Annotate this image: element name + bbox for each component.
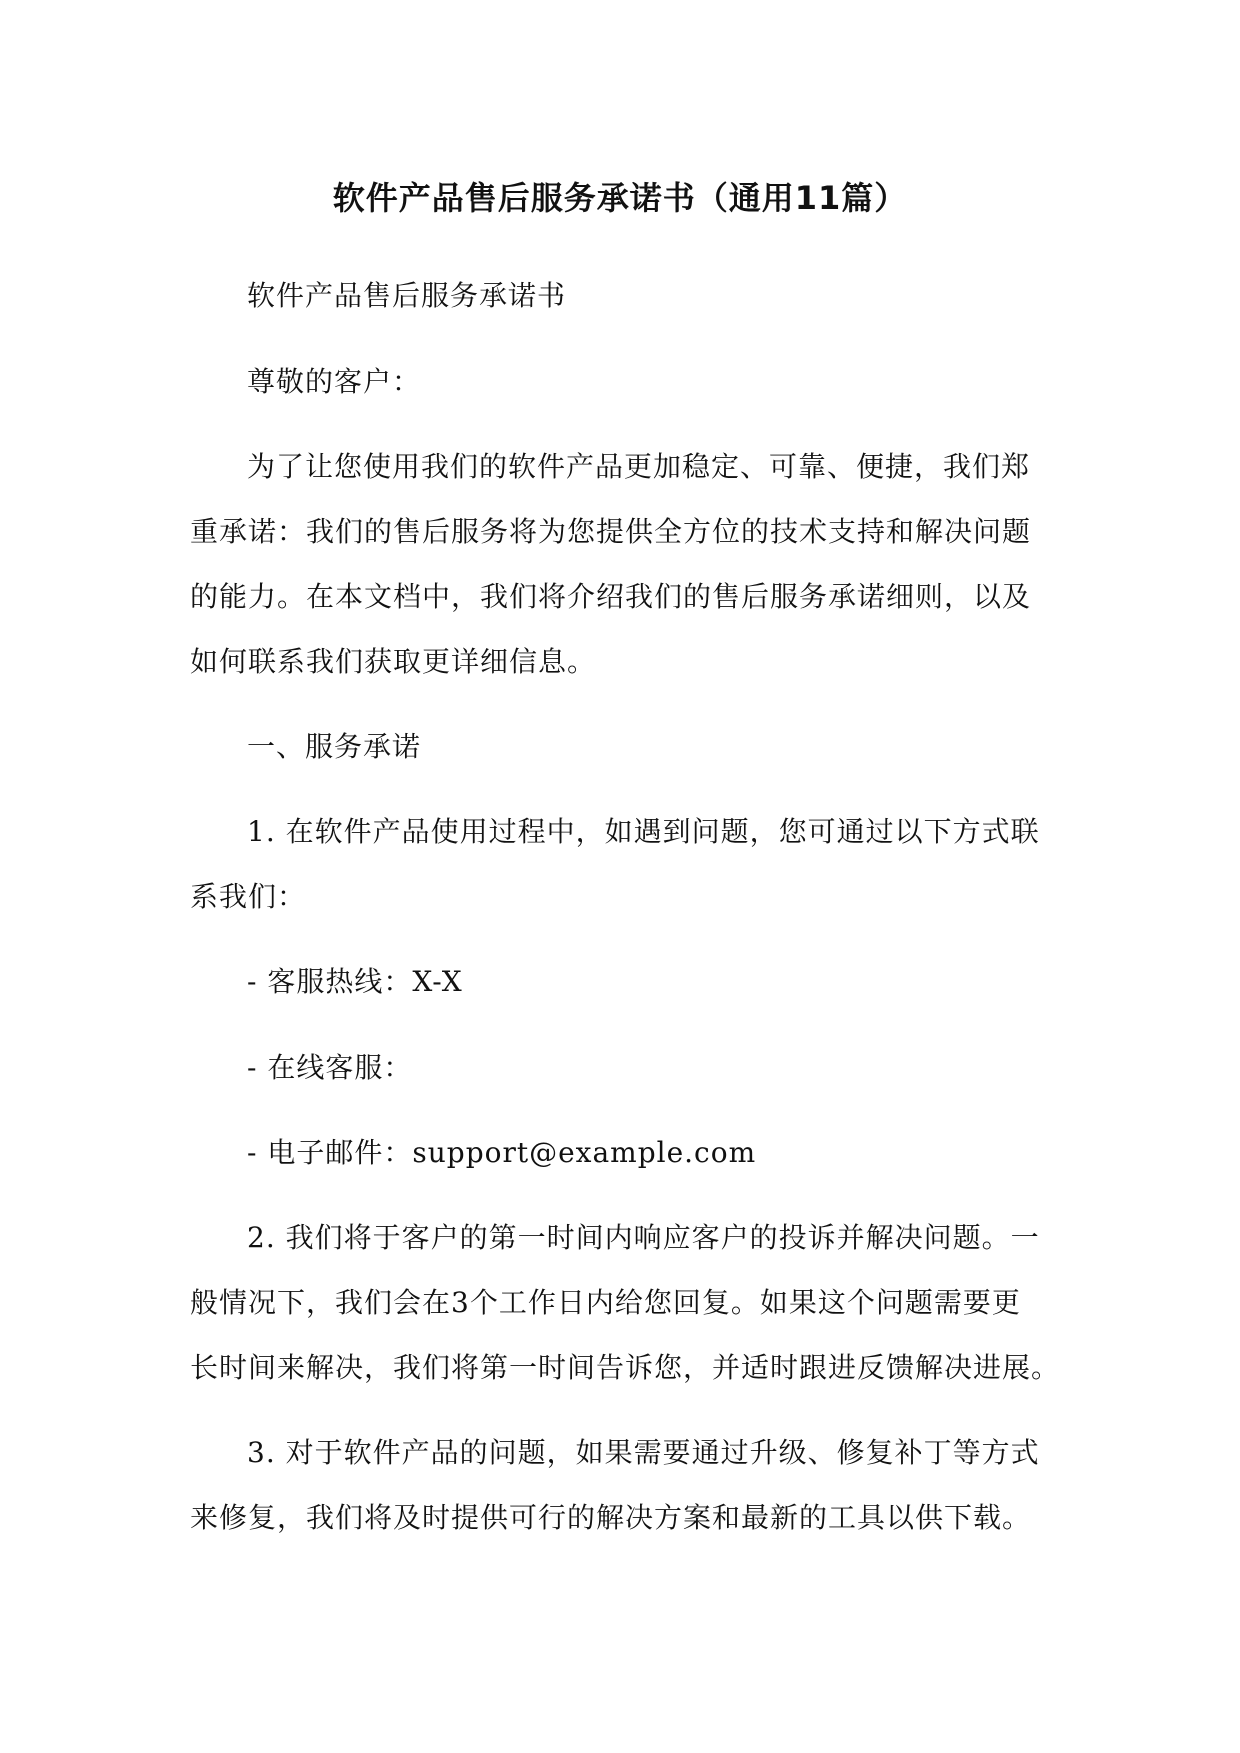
intro-line: 重承诺：我们的售后服务将为您提供全方位的技术支持和解决问题 — [190, 515, 1032, 548]
contact-online-service: - 在线客服： — [247, 1051, 413, 1084]
intro-line: 如何联系我们获取更详细信息。 — [190, 645, 597, 678]
intro-line: 为了让您使用我们的软件产品更加稳定、可靠、便捷，我们郑 — [247, 450, 1031, 483]
item-line: 1. 在软件产品使用过程中，如遇到问题，您可通过以下方式联 — [247, 815, 1040, 848]
document-subtitle: 软件产品售后服务承诺书 — [247, 279, 567, 312]
item-line: 来修复，我们将及时提供可行的解决方案和最新的工具以供下载。 — [190, 1501, 1032, 1534]
item-line: 3. 对于软件产品的问题，如果需要通过升级、修复补丁等方式 — [247, 1436, 1040, 1469]
item-line: 般情况下，我们会在3个工作日内给您回复。如果这个问题需要更 — [190, 1286, 1021, 1319]
item-line: 长时间来解决，我们将第一时间告诉您，并适时跟进反馈解决进展。 — [190, 1351, 1061, 1384]
contact-email: - 电子邮件：support@example.com — [247, 1136, 757, 1169]
item-line: 2. 我们将于客户的第一时间内响应客户的投诉并解决问题。一 — [247, 1221, 1040, 1254]
contact-hotline: - 客服热线：X-X — [247, 965, 463, 998]
salutation: 尊敬的客户： — [247, 365, 422, 398]
section-heading: 一、服务承诺 — [247, 730, 422, 763]
intro-line: 的能力。在本文档中，我们将介绍我们的售后服务承诺细则，以及 — [190, 580, 1032, 613]
item-line: 系我们： — [190, 880, 307, 913]
document-title: 软件产品售后服务承诺书（通用11篇） — [332, 179, 908, 217]
